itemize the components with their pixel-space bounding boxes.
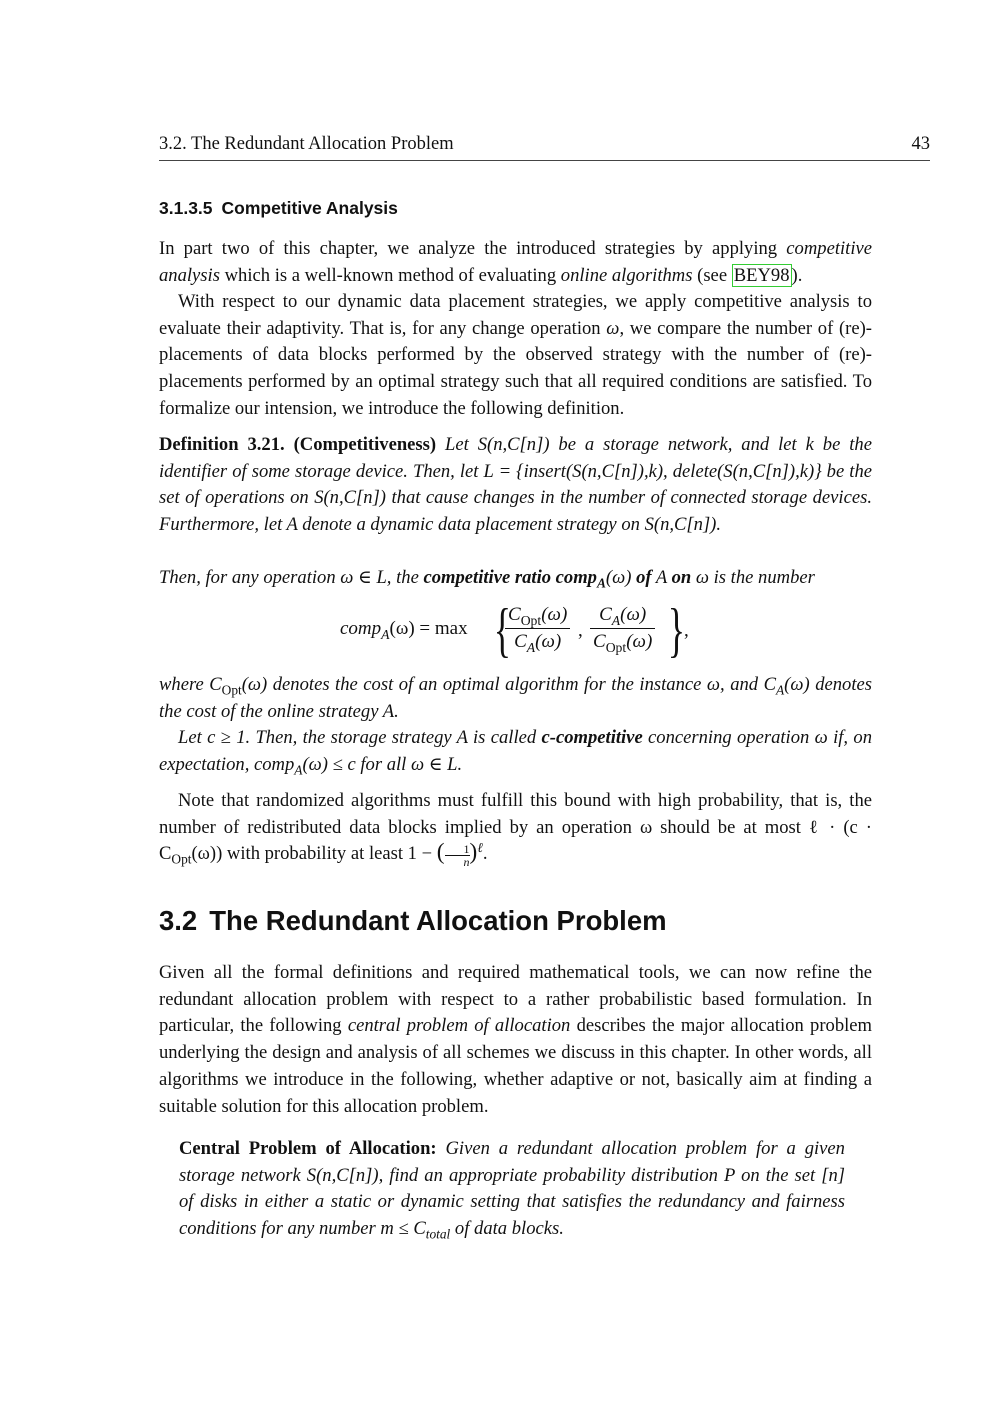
- body-paragraph: [159, 289, 872, 423]
- subsection-title: Competitive Analysis: [221, 198, 398, 218]
- emphasis-text: competitive analysis: [159, 238, 872, 286]
- section-intro-paragraph: [159, 960, 872, 1120]
- bold-term: competitive ratio comp: [423, 567, 597, 588]
- text-run: With respect to our dynamic data placement strategies, we apply competitive analysis to evaluate their adaptivity. That is, for any change operation: [159, 291, 872, 339]
- text-run: comp: [340, 618, 382, 639]
- running-header: [159, 134, 930, 161]
- numerator: [590, 602, 655, 629]
- separator: ,: [578, 620, 583, 641]
- text-run: (ω): [626, 631, 653, 652]
- page-number: 43: [911, 134, 930, 154]
- text-run: (ω): [620, 604, 647, 625]
- subscript: A: [776, 682, 785, 698]
- central-problem-box: [179, 1136, 845, 1243]
- fraction-a-over-opt: [590, 602, 655, 655]
- where-clause: [159, 672, 872, 725]
- right-brace: }: [667, 597, 686, 663]
- subscript: Opt: [221, 682, 242, 698]
- note-paragraph: [159, 788, 872, 868]
- text-run: which is a well-known method of evaluating: [219, 264, 561, 286]
- text-run: C: [514, 631, 527, 652]
- text-run: concerning operation ω if, on expectation, comp: [159, 727, 872, 775]
- definition-name: (Competitiveness): [293, 434, 437, 455]
- section-heading: [159, 905, 667, 937]
- definition-body: Let S(n,C[n]) be a storage network, and let k be the identifier of some storage device. Then, let L = {insert(S(n,C[n]),k), delete(S(n,C[n]),k)} be the set of operations on S(n,C[n]) that cause changes in the number of connected storage devices. Furthermore, let A denote a dynamic data placement strategy on S(n,C[n]).: [159, 434, 872, 536]
- trailing-comma: ,: [684, 620, 689, 641]
- subscript: Opt: [171, 852, 192, 868]
- subscript: Opt: [520, 612, 542, 628]
- definition-continuation: [159, 565, 872, 592]
- text-run: (see: [692, 264, 732, 286]
- intro-paragraph: [159, 236, 872, 289]
- header-section-title: 3.2. The Redundant Allocation Problem: [159, 134, 454, 154]
- emphasis-text: central problem of allocation: [347, 1015, 571, 1037]
- text-run: (ω) = max: [389, 618, 468, 639]
- text-run: (ω): [605, 567, 637, 588]
- text-run: ω is the number: [691, 567, 815, 588]
- text-run: .: [482, 843, 488, 865]
- fraction-opt-over-a: [505, 602, 570, 655]
- central-problem-body: Given a redundant allocation problem for a given storage network S(n,C[n]), find an appropriate probability distribution P on the set [n] of disks in either a static or dynamic setting that satisfies the redundancy and fairness conditions for any number m ≤ C: [179, 1138, 845, 1240]
- text-run: (ω) ≤ c for all ω ∈ L.: [302, 753, 463, 775]
- paren-close: ): [469, 839, 478, 866]
- subscript: A: [294, 762, 303, 778]
- competitive-ratio-formula: [340, 598, 740, 668]
- text-run: of data blocks.: [450, 1218, 564, 1240]
- subscript: A: [526, 639, 536, 655]
- subscript: Opt: [605, 639, 627, 655]
- text-run: , we compare the number of (re)-placements of data blocks performed by the observed strategy with the number of (re)-placements performed by an optimal strategy such that all required conditions are satisfied. To formalize our intension, we introduce the following definition.: [159, 317, 872, 419]
- text-run: C: [593, 631, 606, 652]
- text-run: Then, for any operation ω ∈ L, the: [159, 567, 424, 588]
- bold-term: of: [636, 567, 652, 588]
- subscript: total: [425, 1226, 451, 1242]
- text-run: Let c ≥ 1. Then, the storage strategy A is called: [178, 727, 542, 748]
- definition-label: Definition 3.21.: [159, 434, 285, 455]
- subscript: A: [611, 612, 621, 628]
- section-number: 3.2: [159, 905, 198, 936]
- section-title: The Redundant Allocation Problem: [209, 905, 667, 936]
- subsection-heading: [159, 198, 398, 219]
- text-run: describes the major allocation problem underlying the design and analysis of all schemes we discuss in this chapter. In other words, all algorithms we introduce in the following, whether adaptive or not, basically aim at finding a suitable solution for this allocation problem.: [159, 1015, 873, 1117]
- numerator: [505, 602, 570, 629]
- left-brace: {: [493, 597, 512, 663]
- text-run: where C: [159, 674, 222, 695]
- subscript: A: [381, 626, 390, 642]
- definition-block: [159, 432, 872, 539]
- text-run: (ω): [541, 604, 568, 625]
- subscript: A: [596, 575, 606, 591]
- text-run: Given all the formal definitions and required mathematical tools, we can now refine the redundant allocation problem with respect to a rather probabilistic based formulation. In particular, the following: [159, 962, 872, 1037]
- numerator: 1: [445, 843, 470, 856]
- text-run: C: [599, 604, 612, 625]
- subsection-number: 3.1.3.5: [159, 198, 213, 218]
- text-run: (ω)) with probability at least 1 −: [191, 843, 437, 865]
- text-run: (ω) denotes the cost of an optimal algorithm for the instance ω, and C: [241, 674, 776, 695]
- text-run: ).: [791, 264, 803, 286]
- denominator: [590, 629, 655, 655]
- inline-fraction: [445, 843, 470, 868]
- central-problem-label: Central Problem of Allocation:: [179, 1138, 437, 1159]
- text-run: In part two of this chapter, we analyze the introduced strategies by applying: [159, 238, 787, 259]
- denominator: n: [463, 854, 470, 869]
- text-run: Note that randomized algorithms must fulfill this bound with high probability, that is, the number of redistributed data blocks implied by an operation ω should be at most ℓ · (c · C: [159, 790, 872, 865]
- c-competitive-definition: [159, 725, 872, 778]
- text-run: (ω): [535, 631, 562, 652]
- text-run: A: [651, 567, 672, 588]
- denominator: [505, 629, 570, 655]
- superscript: ℓ: [477, 840, 483, 856]
- emphasis-text: online algorithms: [560, 264, 693, 286]
- formula-lhs: [340, 618, 468, 640]
- bold-term: on: [671, 567, 692, 588]
- text-run: C: [508, 604, 521, 625]
- citation-link[interactable]: BEY98: [733, 264, 790, 286]
- bold-term: c-competitive: [541, 727, 643, 748]
- text-run: (ω) denotes the cost of the online strategy A.: [159, 674, 872, 722]
- paren-open: (: [436, 839, 445, 866]
- math-symbol: ω: [606, 317, 620, 339]
